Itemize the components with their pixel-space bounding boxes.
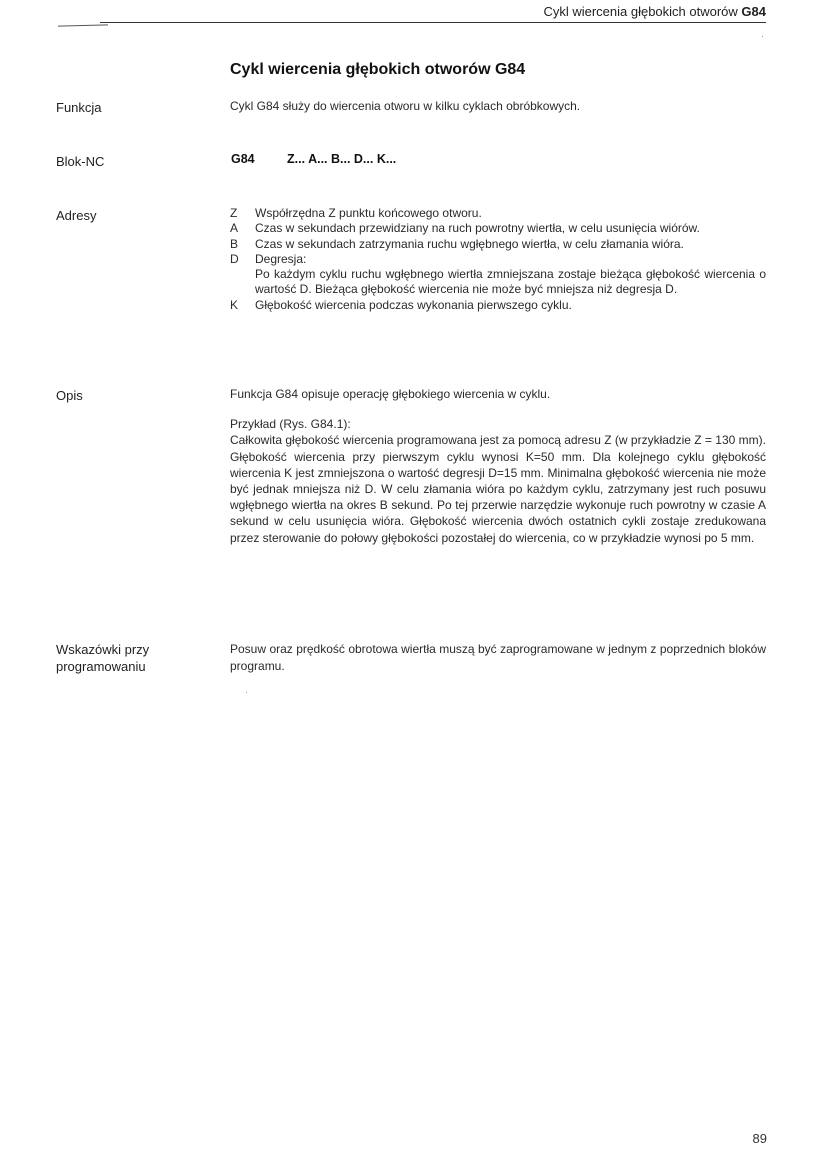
address-letter: K [230, 297, 239, 312]
address-letter: D [230, 251, 239, 266]
page-title: Cykl wiercenia głębokich otworów G84 [230, 61, 526, 78]
address-item [230, 206, 766, 221]
address-description: Czas w sekundach przewidziany na ruch powrotny wiertła, w celu usunięcia wiórów. [255, 221, 700, 236]
section-label-opis: Opis [56, 388, 83, 403]
section-label-adresy: Adresy [56, 208, 97, 223]
section-label-wskazowki [56, 641, 149, 675]
address-item [230, 237, 766, 252]
header-rule [100, 22, 766, 23]
running-header-code: G84 [741, 4, 766, 19]
address-item [230, 298, 766, 313]
nc-block-syntax [231, 152, 396, 166]
example-title: Przykład (Rys. G84.1): [230, 417, 351, 432]
nc-params: Z... A... B... D... K... [287, 152, 397, 166]
address-description: Czas w sekundach zatrzymania ruchu wgłębnego wiertła, w celu złamania wióra. [255, 236, 684, 251]
wskazowki-label-line2: programowaniu [56, 659, 146, 674]
opis-intro: Funkcja G84 opisuje operację głębokiego wiercenia w cyklu. [230, 387, 551, 401]
page-number: 89 [752, 1131, 767, 1146]
address-letter: A [230, 221, 239, 236]
address-item [230, 252, 766, 267]
degresja-detail: Po każdym cyklu ruchu wgłębnego wiertła zmniejszana zostaje bieżąca głębokość wiercenia o wartość D. Bieżąca głębokość wiercenia nie może być mniejsza niż degresja D. [255, 267, 766, 297]
section-label-funkcja: Funkcja [56, 100, 102, 115]
opis-body [230, 386, 766, 546]
example-text: Całkowita głębokość wiercenia programowana jest za pomocą adresu Z (w przykładzie Z = 130 mm). Głębokość wiercenia przy pierwszym cyklu wynosi K=50 mm. Dla kolejnego cyklu głębokość wiercenia K jest zmniejszona o wartość degresji D=15 mm. Minimalna głębokość wiercenia nie może być jednak mniejsza niż D. W celu złamania wióra po każdym cyklu, zatrzymany jest ruch posuwu wgłębnego wiertła na okres B sekund. Po tej przerwie narzędzie wykonuje ruch powrotny w czasie A sekund w celu usunięcia wióra. Głębokość wiercenia dwóch ostatnich cykli zostaje zredukowana przez sterowanie do połowy głębokości pozostałej do wiercenia, co w przykładzie wynosi po 5 mm. [230, 433, 766, 545]
address-description: Degresja: [255, 251, 307, 266]
address-letter: Z [230, 206, 238, 220]
nc-code: G84 [231, 152, 255, 166]
wskazowki-text: Posuw oraz prędkość obrotowa wiertła muszą być zaprogramowane w jednym z poprzednich bloków programu. [230, 642, 766, 673]
speck-mark [246, 692, 247, 693]
address-description: Współrzędna Z punktu końcowego otworu. [255, 206, 482, 220]
running-header-title: Cykl wiercenia głębokich otworów [543, 4, 738, 19]
address-item [230, 221, 766, 236]
speck-mark [762, 36, 763, 37]
section-label-blok-nc: Blok-NC [56, 154, 105, 169]
funkcja-text: Cykl G84 służy do wiercenia otworu w kilku cyklach obróbkowych. [230, 99, 581, 113]
address-description: Głębokość wiercenia podczas wykonania pierwszego cyklu. [255, 297, 572, 312]
wskazowki-label-line1: Wskazówki przy [56, 642, 150, 657]
running-header [543, 4, 766, 19]
header-rule-left [58, 24, 108, 26]
address-letter: B [230, 236, 239, 251]
address-list [230, 206, 766, 313]
wskazowki-text-block [230, 641, 766, 674]
